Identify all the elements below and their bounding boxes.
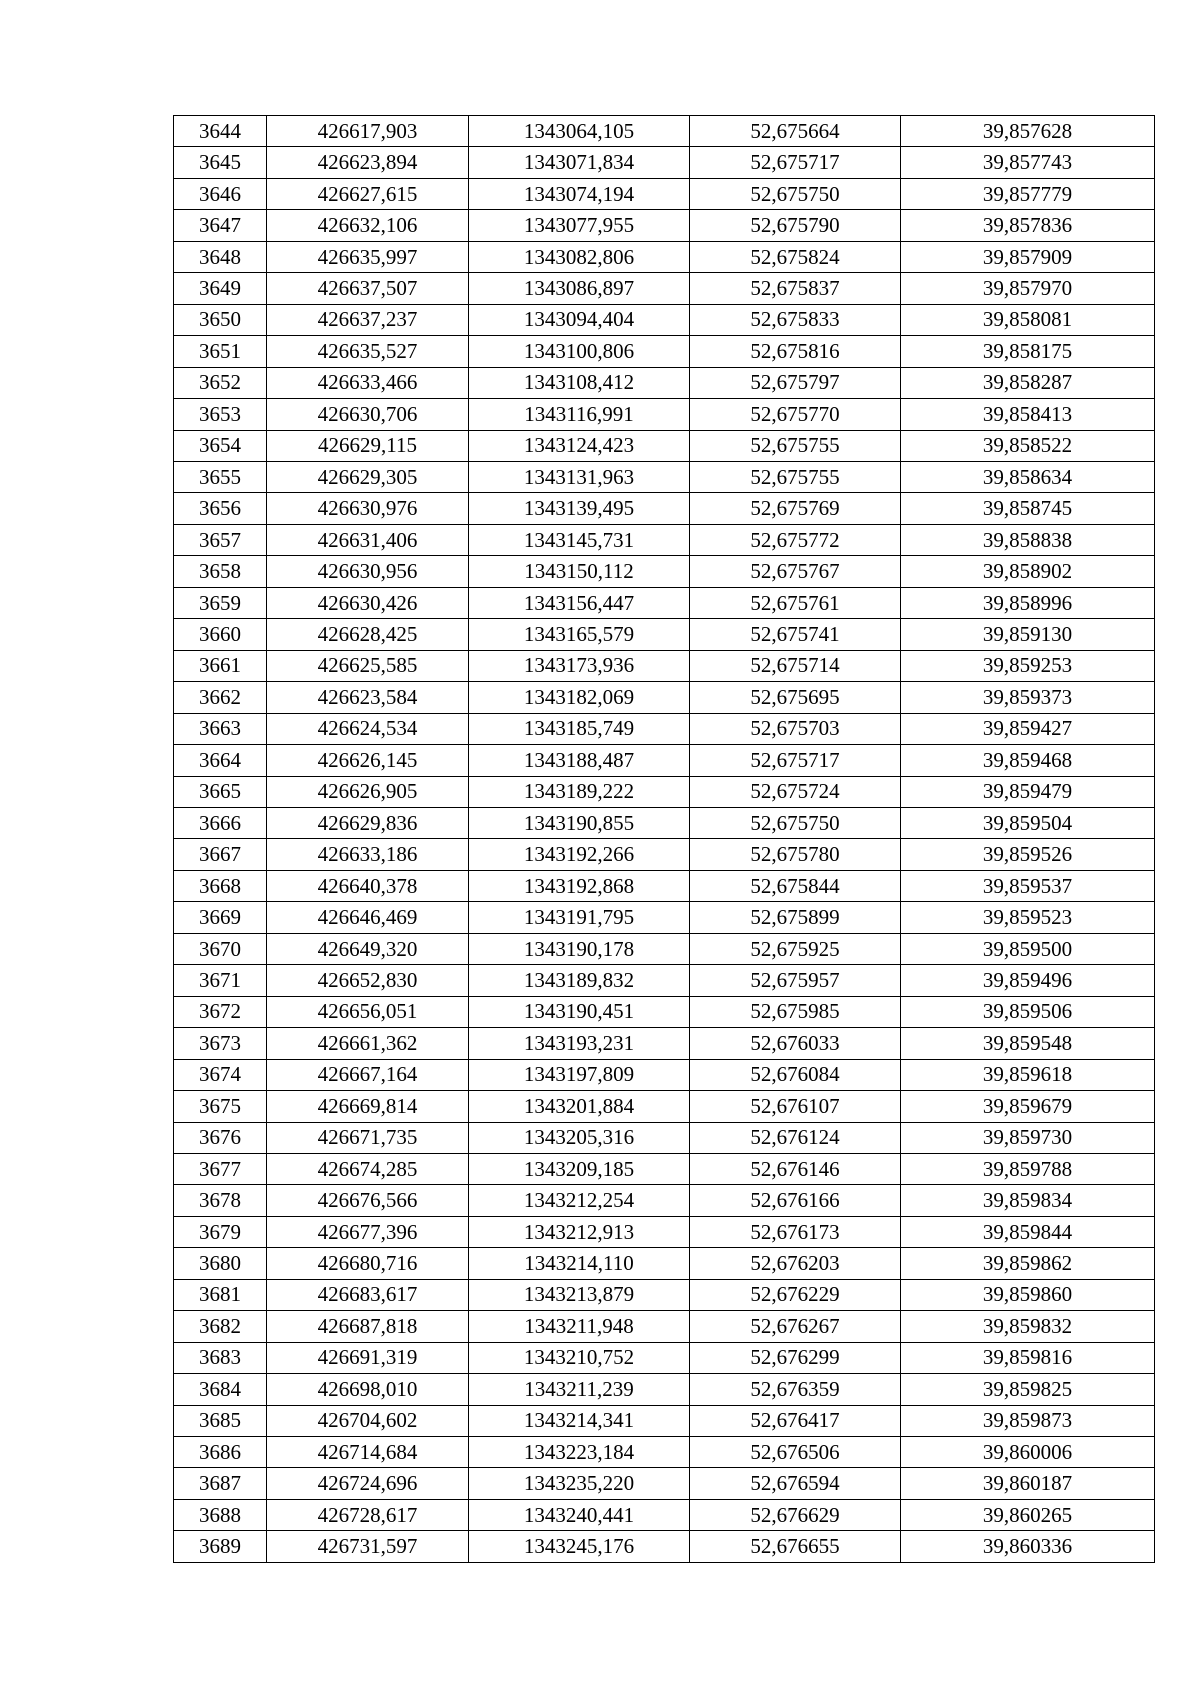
point-number-cell: 3680 — [174, 1248, 267, 1279]
latitude-cell: 52,675772 — [690, 524, 901, 555]
longitude-cell: 39,860187 — [901, 1468, 1155, 1499]
table-row — [174, 713, 1155, 744]
latitude-cell: 52,676166 — [690, 1185, 901, 1216]
point-number-cell: 3667 — [174, 839, 267, 870]
y-coordinate-cell: 1343077,955 — [469, 210, 690, 241]
x-coordinate-cell: 426683,617 — [267, 1279, 469, 1310]
x-coordinate-cell: 426698,010 — [267, 1374, 469, 1405]
point-number-cell: 3687 — [174, 1468, 267, 1499]
table-row — [174, 1311, 1155, 1342]
latitude-cell: 52,676173 — [690, 1216, 901, 1247]
x-coordinate-cell: 426625,585 — [267, 650, 469, 681]
y-coordinate-cell: 1343240,441 — [469, 1499, 690, 1530]
x-coordinate-cell: 426637,507 — [267, 273, 469, 304]
y-coordinate-cell: 1343086,897 — [469, 273, 690, 304]
longitude-cell: 39,859618 — [901, 1059, 1155, 1090]
table-row — [174, 776, 1155, 807]
longitude-cell: 39,859730 — [901, 1122, 1155, 1153]
point-number-cell: 3662 — [174, 682, 267, 713]
table-row — [174, 367, 1155, 398]
x-coordinate-cell: 426680,716 — [267, 1248, 469, 1279]
latitude-cell: 52,675750 — [690, 807, 901, 838]
x-coordinate-cell: 426626,145 — [267, 745, 469, 776]
point-number-cell: 3686 — [174, 1437, 267, 1468]
table-row — [174, 650, 1155, 681]
y-coordinate-cell: 1343188,487 — [469, 745, 690, 776]
y-coordinate-cell: 1343212,254 — [469, 1185, 690, 1216]
longitude-cell: 39,858745 — [901, 493, 1155, 524]
table-row — [174, 1122, 1155, 1153]
point-number-cell: 3684 — [174, 1374, 267, 1405]
x-coordinate-cell: 426627,615 — [267, 178, 469, 209]
y-coordinate-cell: 1343205,316 — [469, 1122, 690, 1153]
y-coordinate-cell: 1343082,806 — [469, 241, 690, 272]
x-coordinate-cell: 426640,378 — [267, 870, 469, 901]
point-number-cell: 3671 — [174, 965, 267, 996]
latitude-cell: 52,675767 — [690, 556, 901, 587]
point-number-cell: 3689 — [174, 1531, 267, 1562]
y-coordinate-cell: 1343190,855 — [469, 807, 690, 838]
table-row — [174, 1499, 1155, 1530]
x-coordinate-cell: 426629,115 — [267, 430, 469, 461]
latitude-cell: 52,676629 — [690, 1499, 901, 1530]
longitude-cell: 39,860336 — [901, 1531, 1155, 1562]
table-row — [174, 147, 1155, 178]
point-number-cell: 3682 — [174, 1311, 267, 1342]
y-coordinate-cell: 1343209,185 — [469, 1153, 690, 1184]
point-number-cell: 3650 — [174, 304, 267, 335]
y-coordinate-cell: 1343192,266 — [469, 839, 690, 870]
point-number-cell: 3679 — [174, 1216, 267, 1247]
x-coordinate-cell: 426617,903 — [267, 116, 469, 147]
latitude-cell: 52,675695 — [690, 682, 901, 713]
longitude-cell: 39,859427 — [901, 713, 1155, 744]
latitude-cell: 52,676107 — [690, 1091, 901, 1122]
table-row — [174, 1279, 1155, 1310]
longitude-cell: 39,859500 — [901, 933, 1155, 964]
longitude-cell: 39,857779 — [901, 178, 1155, 209]
latitude-cell: 52,675664 — [690, 116, 901, 147]
point-number-cell: 3685 — [174, 1405, 267, 1436]
latitude-cell: 52,675790 — [690, 210, 901, 241]
table-row — [174, 556, 1155, 587]
table-row — [174, 399, 1155, 430]
longitude-cell: 39,859468 — [901, 745, 1155, 776]
table-row — [174, 996, 1155, 1027]
latitude-cell: 52,675755 — [690, 430, 901, 461]
y-coordinate-cell: 1343211,948 — [469, 1311, 690, 1342]
point-number-cell: 3659 — [174, 587, 267, 618]
y-coordinate-cell: 1343185,749 — [469, 713, 690, 744]
longitude-cell: 39,858287 — [901, 367, 1155, 398]
table-row — [174, 524, 1155, 555]
point-number-cell: 3651 — [174, 336, 267, 367]
table-row — [174, 1468, 1155, 1499]
table-row — [174, 1216, 1155, 1247]
point-number-cell: 3673 — [174, 1028, 267, 1059]
x-coordinate-cell: 426687,818 — [267, 1311, 469, 1342]
y-coordinate-cell: 1343197,809 — [469, 1059, 690, 1090]
point-number-cell: 3674 — [174, 1059, 267, 1090]
longitude-cell: 39,858996 — [901, 587, 1155, 618]
latitude-cell: 52,675750 — [690, 178, 901, 209]
point-number-cell: 3652 — [174, 367, 267, 398]
y-coordinate-cell: 1343214,341 — [469, 1405, 690, 1436]
y-coordinate-cell: 1343201,884 — [469, 1091, 690, 1122]
longitude-cell: 39,859679 — [901, 1091, 1155, 1122]
table-row — [174, 965, 1155, 996]
latitude-cell: 52,675797 — [690, 367, 901, 398]
y-coordinate-cell: 1343193,231 — [469, 1028, 690, 1059]
y-coordinate-cell: 1343156,447 — [469, 587, 690, 618]
latitude-cell: 52,675957 — [690, 965, 901, 996]
x-coordinate-cell: 426691,319 — [267, 1342, 469, 1373]
y-coordinate-cell: 1343214,110 — [469, 1248, 690, 1279]
x-coordinate-cell: 426623,584 — [267, 682, 469, 713]
x-coordinate-cell: 426630,706 — [267, 399, 469, 430]
y-coordinate-cell: 1343190,178 — [469, 933, 690, 964]
table-row — [174, 1248, 1155, 1279]
point-number-cell: 3666 — [174, 807, 267, 838]
x-coordinate-cell: 426626,905 — [267, 776, 469, 807]
point-number-cell: 3678 — [174, 1185, 267, 1216]
longitude-cell: 39,858081 — [901, 304, 1155, 335]
point-number-cell: 3653 — [174, 399, 267, 430]
x-coordinate-cell: 426629,305 — [267, 461, 469, 492]
y-coordinate-cell: 1343245,176 — [469, 1531, 690, 1562]
point-number-cell: 3654 — [174, 430, 267, 461]
point-number-cell: 3664 — [174, 745, 267, 776]
table-row — [174, 807, 1155, 838]
latitude-cell: 52,675824 — [690, 241, 901, 272]
latitude-cell: 52,675837 — [690, 273, 901, 304]
y-coordinate-cell: 1343235,220 — [469, 1468, 690, 1499]
point-number-cell: 3683 — [174, 1342, 267, 1373]
y-coordinate-cell: 1343100,806 — [469, 336, 690, 367]
y-coordinate-cell: 1343074,194 — [469, 178, 690, 209]
latitude-cell: 52,675833 — [690, 304, 901, 335]
point-number-cell: 3676 — [174, 1122, 267, 1153]
coordinates-table — [173, 115, 1155, 1563]
latitude-cell: 52,676229 — [690, 1279, 901, 1310]
table-row — [174, 116, 1155, 147]
x-coordinate-cell: 426731,597 — [267, 1531, 469, 1562]
longitude-cell: 39,859504 — [901, 807, 1155, 838]
latitude-cell: 52,675899 — [690, 902, 901, 933]
latitude-cell: 52,675761 — [690, 587, 901, 618]
latitude-cell: 52,675755 — [690, 461, 901, 492]
point-number-cell: 3665 — [174, 776, 267, 807]
y-coordinate-cell: 1343064,105 — [469, 116, 690, 147]
y-coordinate-cell: 1343192,868 — [469, 870, 690, 901]
x-coordinate-cell: 426624,534 — [267, 713, 469, 744]
longitude-cell: 39,859862 — [901, 1248, 1155, 1279]
longitude-cell: 39,859130 — [901, 619, 1155, 650]
y-coordinate-cell: 1343173,936 — [469, 650, 690, 681]
table-row — [174, 1531, 1155, 1562]
latitude-cell: 52,675724 — [690, 776, 901, 807]
y-coordinate-cell: 1343189,222 — [469, 776, 690, 807]
longitude-cell: 39,859523 — [901, 902, 1155, 933]
x-coordinate-cell: 426724,696 — [267, 1468, 469, 1499]
latitude-cell: 52,676084 — [690, 1059, 901, 1090]
point-number-cell: 3669 — [174, 902, 267, 933]
table-row — [174, 1153, 1155, 1184]
x-coordinate-cell: 426714,684 — [267, 1437, 469, 1468]
latitude-cell: 52,676417 — [690, 1405, 901, 1436]
point-number-cell: 3648 — [174, 241, 267, 272]
longitude-cell: 39,858175 — [901, 336, 1155, 367]
y-coordinate-cell: 1343139,495 — [469, 493, 690, 524]
point-number-cell: 3672 — [174, 996, 267, 1027]
x-coordinate-cell: 426661,362 — [267, 1028, 469, 1059]
latitude-cell: 52,675985 — [690, 996, 901, 1027]
x-coordinate-cell: 426629,836 — [267, 807, 469, 838]
point-number-cell: 3670 — [174, 933, 267, 964]
x-coordinate-cell: 426633,466 — [267, 367, 469, 398]
table-row — [174, 336, 1155, 367]
longitude-cell: 39,859548 — [901, 1028, 1155, 1059]
x-coordinate-cell: 426630,976 — [267, 493, 469, 524]
point-number-cell: 3647 — [174, 210, 267, 241]
longitude-cell: 39,857909 — [901, 241, 1155, 272]
point-number-cell: 3675 — [174, 1091, 267, 1122]
y-coordinate-cell: 1343189,832 — [469, 965, 690, 996]
y-coordinate-cell: 1343210,752 — [469, 1342, 690, 1373]
longitude-cell: 39,858902 — [901, 556, 1155, 587]
latitude-cell: 52,675717 — [690, 745, 901, 776]
y-coordinate-cell: 1343071,834 — [469, 147, 690, 178]
x-coordinate-cell: 426628,425 — [267, 619, 469, 650]
x-coordinate-cell: 426656,051 — [267, 996, 469, 1027]
table-row — [174, 587, 1155, 618]
latitude-cell: 52,675714 — [690, 650, 901, 681]
x-coordinate-cell: 426630,426 — [267, 587, 469, 618]
point-number-cell: 3663 — [174, 713, 267, 744]
x-coordinate-cell: 426677,396 — [267, 1216, 469, 1247]
latitude-cell: 52,675770 — [690, 399, 901, 430]
latitude-cell: 52,676124 — [690, 1122, 901, 1153]
point-number-cell: 3668 — [174, 870, 267, 901]
x-coordinate-cell: 426669,814 — [267, 1091, 469, 1122]
y-coordinate-cell: 1343108,412 — [469, 367, 690, 398]
coordinates-table-body — [174, 116, 1155, 1563]
longitude-cell: 39,859873 — [901, 1405, 1155, 1436]
latitude-cell: 52,675925 — [690, 933, 901, 964]
longitude-cell: 39,859825 — [901, 1374, 1155, 1405]
longitude-cell: 39,857743 — [901, 147, 1155, 178]
longitude-cell: 39,857628 — [901, 116, 1155, 147]
latitude-cell: 52,676146 — [690, 1153, 901, 1184]
table-row — [174, 1342, 1155, 1373]
latitude-cell: 52,676299 — [690, 1342, 901, 1373]
longitude-cell: 39,858522 — [901, 430, 1155, 461]
longitude-cell: 39,857836 — [901, 210, 1155, 241]
longitude-cell: 39,860006 — [901, 1437, 1155, 1468]
table-row — [174, 1185, 1155, 1216]
point-number-cell: 3660 — [174, 619, 267, 650]
x-coordinate-cell: 426631,406 — [267, 524, 469, 555]
longitude-cell: 39,859832 — [901, 1311, 1155, 1342]
x-coordinate-cell: 426630,956 — [267, 556, 469, 587]
table-row — [174, 1374, 1155, 1405]
x-coordinate-cell: 426676,566 — [267, 1185, 469, 1216]
table-row — [174, 933, 1155, 964]
table-row — [174, 682, 1155, 713]
point-number-cell: 3655 — [174, 461, 267, 492]
latitude-cell: 52,676506 — [690, 1437, 901, 1468]
longitude-cell: 39,859816 — [901, 1342, 1155, 1373]
latitude-cell: 52,676267 — [690, 1311, 901, 1342]
table-row — [174, 304, 1155, 335]
longitude-cell: 39,858634 — [901, 461, 1155, 492]
longitude-cell: 39,858838 — [901, 524, 1155, 555]
point-number-cell: 3657 — [174, 524, 267, 555]
point-number-cell: 3644 — [174, 116, 267, 147]
table-row — [174, 430, 1155, 461]
longitude-cell: 39,859373 — [901, 682, 1155, 713]
x-coordinate-cell: 426635,997 — [267, 241, 469, 272]
point-number-cell: 3646 — [174, 178, 267, 209]
point-number-cell: 3677 — [174, 1153, 267, 1184]
latitude-cell: 52,675780 — [690, 839, 901, 870]
point-number-cell: 3661 — [174, 650, 267, 681]
x-coordinate-cell: 426674,285 — [267, 1153, 469, 1184]
latitude-cell: 52,675741 — [690, 619, 901, 650]
longitude-cell: 39,857970 — [901, 273, 1155, 304]
table-row — [174, 1405, 1155, 1436]
latitude-cell: 52,676033 — [690, 1028, 901, 1059]
latitude-cell: 52,675816 — [690, 336, 901, 367]
table-row — [174, 1059, 1155, 1090]
longitude-cell: 39,859834 — [901, 1185, 1155, 1216]
y-coordinate-cell: 1343223,184 — [469, 1437, 690, 1468]
longitude-cell: 39,859526 — [901, 839, 1155, 870]
longitude-cell: 39,859506 — [901, 996, 1155, 1027]
y-coordinate-cell: 1343190,451 — [469, 996, 690, 1027]
table-row — [174, 745, 1155, 776]
table-row — [174, 241, 1155, 272]
table-row — [174, 1028, 1155, 1059]
y-coordinate-cell: 1343150,112 — [469, 556, 690, 587]
y-coordinate-cell: 1343131,963 — [469, 461, 690, 492]
x-coordinate-cell: 426728,617 — [267, 1499, 469, 1530]
latitude-cell: 52,676655 — [690, 1531, 901, 1562]
y-coordinate-cell: 1343094,404 — [469, 304, 690, 335]
table-row — [174, 1091, 1155, 1122]
longitude-cell: 39,859788 — [901, 1153, 1155, 1184]
longitude-cell: 39,859496 — [901, 965, 1155, 996]
longitude-cell: 39,859253 — [901, 650, 1155, 681]
y-coordinate-cell: 1343182,069 — [469, 682, 690, 713]
table-row — [174, 493, 1155, 524]
latitude-cell: 52,675717 — [690, 147, 901, 178]
table-row — [174, 839, 1155, 870]
table-row — [174, 870, 1155, 901]
point-number-cell: 3688 — [174, 1499, 267, 1530]
point-number-cell: 3681 — [174, 1279, 267, 1310]
table-row — [174, 210, 1155, 241]
x-coordinate-cell: 426632,106 — [267, 210, 469, 241]
longitude-cell: 39,860265 — [901, 1499, 1155, 1530]
x-coordinate-cell: 426635,527 — [267, 336, 469, 367]
longitude-cell: 39,859479 — [901, 776, 1155, 807]
y-coordinate-cell: 1343211,239 — [469, 1374, 690, 1405]
y-coordinate-cell: 1343145,731 — [469, 524, 690, 555]
x-coordinate-cell: 426704,602 — [267, 1405, 469, 1436]
latitude-cell: 52,675769 — [690, 493, 901, 524]
latitude-cell: 52,676594 — [690, 1468, 901, 1499]
longitude-cell: 39,858413 — [901, 399, 1155, 430]
latitude-cell: 52,675844 — [690, 870, 901, 901]
y-coordinate-cell: 1343165,579 — [469, 619, 690, 650]
table-row — [174, 902, 1155, 933]
x-coordinate-cell: 426671,735 — [267, 1122, 469, 1153]
latitude-cell: 52,676359 — [690, 1374, 901, 1405]
longitude-cell: 39,859537 — [901, 870, 1155, 901]
table-row — [174, 461, 1155, 492]
table-row — [174, 273, 1155, 304]
point-number-cell: 3658 — [174, 556, 267, 587]
x-coordinate-cell: 426637,237 — [267, 304, 469, 335]
x-coordinate-cell: 426667,164 — [267, 1059, 469, 1090]
x-coordinate-cell: 426649,320 — [267, 933, 469, 964]
point-number-cell: 3656 — [174, 493, 267, 524]
latitude-cell: 52,675703 — [690, 713, 901, 744]
point-number-cell: 3649 — [174, 273, 267, 304]
table-row — [174, 619, 1155, 650]
y-coordinate-cell: 1343191,795 — [469, 902, 690, 933]
longitude-cell: 39,859860 — [901, 1279, 1155, 1310]
x-coordinate-cell: 426652,830 — [267, 965, 469, 996]
x-coordinate-cell: 426623,894 — [267, 147, 469, 178]
point-number-cell: 3645 — [174, 147, 267, 178]
latitude-cell: 52,676203 — [690, 1248, 901, 1279]
x-coordinate-cell: 426633,186 — [267, 839, 469, 870]
y-coordinate-cell: 1343212,913 — [469, 1216, 690, 1247]
y-coordinate-cell: 1343124,423 — [469, 430, 690, 461]
x-coordinate-cell: 426646,469 — [267, 902, 469, 933]
y-coordinate-cell: 1343213,879 — [469, 1279, 690, 1310]
longitude-cell: 39,859844 — [901, 1216, 1155, 1247]
y-coordinate-cell: 1343116,991 — [469, 399, 690, 430]
table-row — [174, 178, 1155, 209]
table-row — [174, 1437, 1155, 1468]
